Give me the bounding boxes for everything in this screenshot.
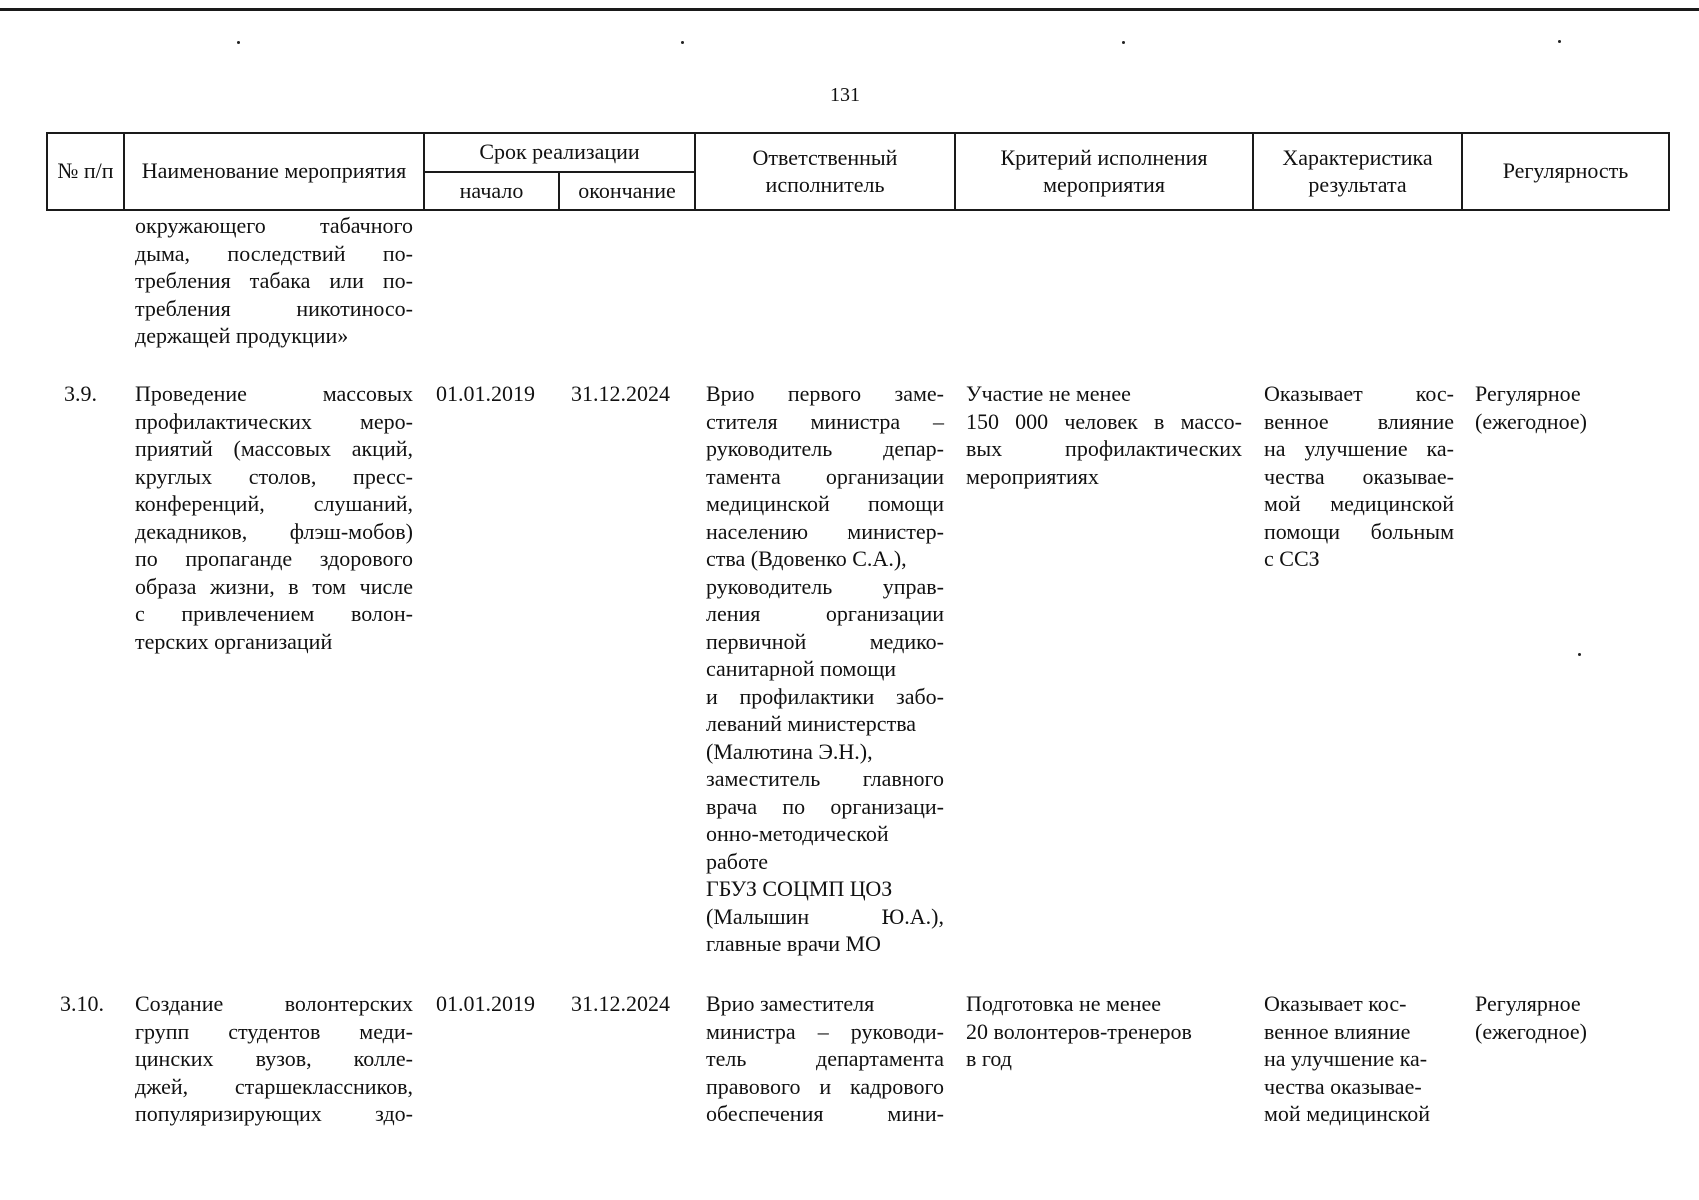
- text-line: (ежегодное): [1475, 1018, 1587, 1044]
- text-line: Подготовка не менее: [966, 991, 1161, 1016]
- header-end: окончание: [559, 172, 695, 211]
- row-start-date: 01.01.2019: [436, 991, 535, 1016]
- text-line: (ежегодное): [1475, 408, 1587, 434]
- row-regularity: [1475, 380, 1675, 435]
- text-line: групп студентов меди-: [135, 1018, 413, 1044]
- text-line: в год: [966, 1046, 1012, 1071]
- text-line: мой медицинской: [1264, 1101, 1430, 1126]
- text-line: требления никотиносо-: [135, 295, 413, 321]
- scan-speck: [1122, 41, 1125, 44]
- text-line: мой медицинской: [1264, 491, 1454, 516]
- text-line: чества оказывае-: [1264, 463, 1454, 489]
- text-line: мероприятиях: [966, 463, 1099, 489]
- text-line: популяризирующих здо-: [135, 1101, 413, 1126]
- text-line: стителя министра –: [706, 408, 944, 434]
- text-line: Регулярное: [1475, 381, 1581, 406]
- text-line: заместитель главного: [706, 766, 944, 791]
- scan-speck: [1558, 40, 1561, 43]
- text-line: с привлечением волон-: [135, 601, 413, 626]
- text-line: обеспечения мини-: [706, 1101, 944, 1126]
- header-characteristic: Характеристика результата: [1253, 133, 1462, 210]
- row-name: [135, 990, 413, 1128]
- text-line: требления табака или по-: [135, 268, 413, 293]
- text-line: держащей продукции»: [135, 323, 349, 348]
- text-line: работе: [706, 848, 769, 874]
- text-line: декадников, флэш-мобов): [135, 518, 413, 544]
- row-end-date: 31.12.2024: [571, 991, 670, 1016]
- text-line: ГБУЗ СОЦМП ЦОЗ: [706, 876, 893, 901]
- row-executor: [706, 380, 944, 958]
- row-criterion: [966, 990, 1242, 1073]
- text-line: на улучшение ка-: [1264, 436, 1454, 461]
- text-line: Проведение массовых: [135, 381, 413, 406]
- table-header: [46, 132, 1670, 211]
- text-line: 20 волонтеров-тренеров: [966, 1018, 1192, 1044]
- continuation-name: [135, 212, 413, 350]
- text-line: Врио заместителя: [706, 991, 875, 1016]
- header-start: начало: [424, 172, 559, 211]
- text-line: тель департамента: [706, 1046, 944, 1071]
- scan-speck: [237, 41, 240, 44]
- text-line: 150 000 человек в массо-: [966, 408, 1242, 434]
- text-line: Регулярное: [1475, 991, 1581, 1016]
- text-line: Создание волонтерских: [135, 991, 413, 1016]
- text-line: ления организации: [706, 601, 944, 626]
- header-criterion: Критерий исполнения мероприятия: [955, 133, 1253, 210]
- text-line: вых профилактических: [966, 436, 1242, 461]
- text-line: и профилактики забо-: [706, 683, 944, 709]
- text-line: онно-методической: [706, 821, 889, 846]
- text-line: руководитель управ-: [706, 573, 944, 599]
- text-line: правового и кадрового: [706, 1073, 944, 1099]
- text-line: Оказывает кос-: [1264, 991, 1407, 1016]
- text-line: круглых столов, пресс-: [135, 463, 413, 489]
- text-line: цинских вузов, колле-: [135, 1046, 413, 1071]
- text-line: терских организаций: [135, 628, 333, 654]
- text-line: населению министер-: [706, 518, 944, 544]
- text-line: тамента организации: [706, 463, 944, 489]
- row-name: [135, 380, 413, 655]
- text-line: первичной медико-: [706, 628, 944, 654]
- text-line: дыма, последствий по-: [135, 240, 413, 266]
- text-line: окружающего табачного: [135, 213, 413, 238]
- text-line: образа жизни, в том числе: [135, 573, 413, 599]
- header-executor: Ответственный исполнитель: [695, 133, 955, 210]
- row-characteristic: [1264, 990, 1454, 1128]
- text-line: ства (Вдовенко С.А.),: [706, 546, 907, 571]
- text-line: врача по организаци-: [706, 793, 944, 819]
- text-line: (Малышин Ю.А.),: [706, 903, 944, 929]
- text-line: профилактических меро-: [135, 408, 413, 434]
- header-name: Наименование мероприятия: [124, 133, 424, 210]
- text-line: чества оказывае-: [1264, 1073, 1422, 1099]
- row-criterion: [966, 380, 1242, 490]
- text-line: джей, старшеклассников,: [135, 1073, 413, 1099]
- text-line: конференций, слушаний,: [135, 491, 413, 516]
- row-number: 3.9.: [64, 381, 97, 406]
- text-line: Участие не менее: [966, 381, 1131, 406]
- scan-speck: [1578, 653, 1581, 656]
- row-start-date: 01.01.2019: [436, 381, 535, 406]
- text-line: леваний министерства: [706, 711, 917, 736]
- text-line: Оказывает кос-: [1264, 381, 1454, 406]
- text-line: главные врачи МО: [706, 931, 881, 956]
- row-number: 3.10.: [60, 991, 104, 1016]
- text-line: помощи больным: [1264, 518, 1454, 544]
- row-characteristic: [1264, 380, 1454, 573]
- row-end-date: 31.12.2024: [571, 381, 670, 406]
- text-line: на улучшение ка-: [1264, 1046, 1428, 1071]
- text-line: министра – руководи-: [706, 1018, 944, 1044]
- text-line: приятий (массовых акций,: [135, 436, 413, 461]
- text-line: руководитель депар-: [706, 436, 944, 461]
- header-num: № п/п: [47, 133, 124, 210]
- page-number: 131: [830, 84, 860, 106]
- text-line: венное влияние: [1264, 408, 1454, 434]
- row-executor: [706, 990, 944, 1128]
- row-regularity: [1475, 990, 1675, 1045]
- scan-speck: [681, 41, 684, 44]
- text-line: санитарной помощи: [706, 656, 897, 681]
- text-line: с ССЗ: [1264, 546, 1320, 571]
- text-line: (Малютина Э.Н.),: [706, 738, 873, 764]
- text-line: медицинской помощи: [706, 491, 944, 516]
- text-line: Врио первого заме-: [706, 381, 944, 406]
- text-line: венное влияние: [1264, 1018, 1411, 1044]
- header-period: Срок реализации: [424, 133, 695, 172]
- header-regularity: Регулярность: [1462, 133, 1669, 210]
- text-line: по пропаганде здорового: [135, 546, 413, 571]
- top-border-line: [0, 8, 1699, 11]
